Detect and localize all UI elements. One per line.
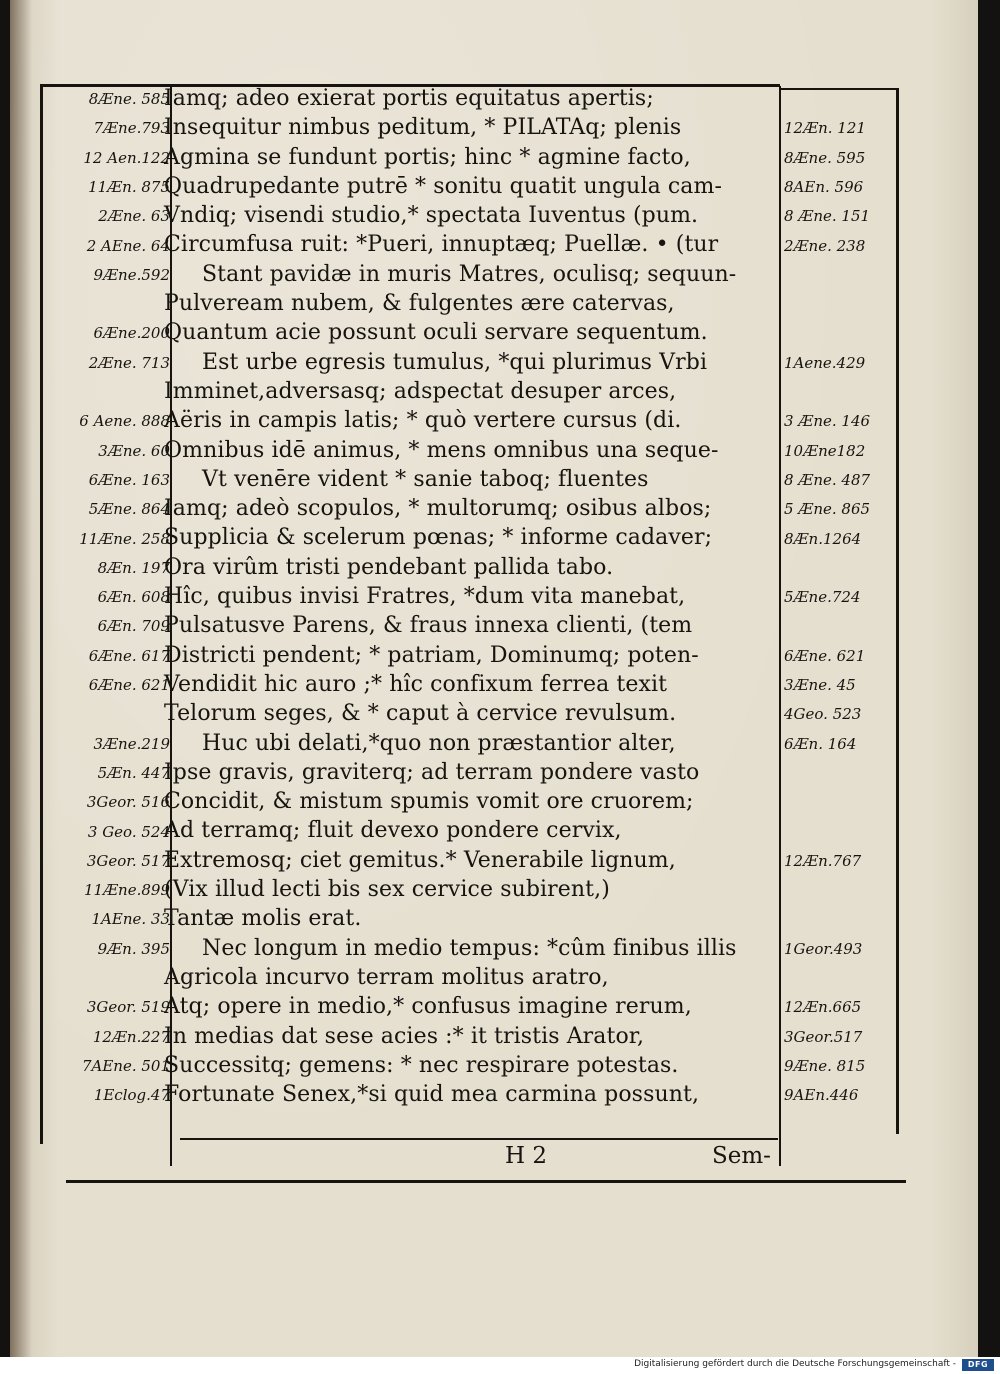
text-line: Nec longum in medio tempus: *cûm finibus illis [202, 935, 737, 961]
text-line: Est urbe egresis tumulus, *qui plurimus Vrbi [202, 349, 708, 375]
left-margin-reference: 6Æn. 608 [97, 588, 170, 607]
left-margin-reference: 3Æne.219 [93, 734, 170, 753]
text-line: Districti pendent; * patriam, Dominumq; poten- [164, 642, 699, 668]
left-margin-reference: 5Æn. 447 [97, 763, 170, 782]
right-margin-reference: 12Æn. 121 [784, 119, 866, 138]
right-margin-reference: 1Aene.429 [784, 353, 866, 372]
right-margin-reference: 5Æne.724 [784, 588, 861, 607]
left-margin-reference: 11Æn. 875 [88, 177, 170, 196]
left-margin-reference: 6Æne. 621 [88, 676, 170, 694]
left-margin-reference: 5Æne. 864 [88, 500, 170, 519]
text-line: Concidit, & mistum spumis vomit ore cruorem; [164, 789, 694, 815]
right-margin-reference: 8Æne. 595 [784, 148, 866, 167]
left-margin-reference: 6Æne.200 [93, 324, 170, 343]
text-line: Ipse gravis, graviterq; ad terram pondere vasto [164, 759, 700, 785]
right-margin-reference: 6Æn. 164 [784, 734, 857, 753]
right-margin-reference: 9AEn.446 [784, 1086, 859, 1105]
main-text-column [164, 84, 784, 1109]
right-margin-reference: 1Geor.493 [784, 939, 863, 958]
left-margin-reference: 6Æne. 163 [88, 470, 170, 489]
left-margin-reference: 12Æn.227 [92, 1027, 170, 1046]
right-margin-reference: 10Æne182 [784, 441, 866, 460]
text-bottom-rule [180, 1138, 778, 1140]
text-line: Pulsatusve Parens, & fraus innexa clienti, (tem [164, 613, 693, 639]
right-frame-rule [896, 88, 899, 1134]
left-margin-reference: 9Æn. 395 [97, 939, 170, 958]
left-margin-reference: 2 AEne. 64 [86, 236, 170, 255]
text-line: Aëris in campis latis; * quò vertere cursus (di. [164, 408, 682, 434]
right-margin-reference: 8 Æne. 151 [784, 207, 871, 226]
text-line: Agmina se fundunt portis; hinc * agmine facto, [164, 144, 691, 170]
left-margin-reference: 3Geor. 517 [86, 851, 170, 870]
right-margin-reference: 5 Æne. 865 [784, 500, 871, 519]
text-line: Iamq; adeo exierat portis equitatus apertis; [164, 86, 654, 111]
text-line: Iamq; adeò scopulos, * multorumq; osibus albos; [164, 496, 712, 522]
right-margin-reference: 2Æne. 238 [784, 236, 866, 255]
right-margin-reference: 9Æne. 815 [784, 1056, 866, 1075]
right-margin-reference: 12Æn.665 [784, 998, 862, 1017]
text-line: Quadrupedante putrē * sonitu quatit ungula cam- [164, 173, 723, 199]
right-margin-reference: 8Æn.1264 [784, 529, 862, 548]
text-line: Successitq; gemens: * nec respirare potestas. [164, 1052, 679, 1078]
right-margin-reference: 12Æn.767 [784, 851, 862, 870]
funding-strip [0, 1357, 1000, 1374]
left-margin-reference: 11Æne.899 [83, 881, 170, 900]
right-margin-reference: 4Geo. 523 [784, 705, 862, 724]
text-line: Extremosq; ciet gemitus.* Venerabile lignum, [164, 847, 676, 873]
left-margin-reference: 1Eclog.47 [93, 1086, 170, 1105]
left-frame-rule [40, 84, 43, 1144]
text-line: Hîc, quibus invisi Fratres, *dum vita manebat, [164, 584, 686, 610]
left-margin-reference: 2Æne. 713 [88, 353, 170, 372]
right-margin-reference: 6Æne. 621 [784, 646, 866, 665]
left-margin-reference: 7AEne. 501 [81, 1056, 170, 1075]
left-margin-reference: 1AEne. 33 [91, 910, 170, 929]
text-line: Telorum seges, & * caput à cervice revulsum. [164, 701, 677, 727]
text-line: Circumfusa ruit: *Pueri, innuptæq; Puellæ. • (tur [164, 232, 719, 258]
text-line: Quantum acie possunt oculi servare sequentum. [164, 320, 708, 346]
left-margin-reference: 6Æne. 617 [88, 646, 170, 665]
left-margin-reference: 3 Geo. 524 [87, 822, 170, 841]
left-margin-reference: 6 Aene. 888 [79, 412, 170, 431]
left-margin-reference: 11Æne. 258 [79, 529, 170, 548]
text-line: Vt venēre vident * sanie taboq; fluentes [202, 466, 649, 492]
left-margin-reference: 9Æne.592 [93, 265, 170, 284]
catchword: Sem- [712, 1143, 771, 1169]
top-rule-right [780, 88, 898, 90]
text-line: Omnibus idē animus, * mens omnibus una seque- [164, 437, 719, 463]
left-margin-reference: 3Æne. 60 [98, 441, 170, 460]
text-line: Ad terramq; fluit devexo pondere cervix, [164, 818, 622, 844]
left-margin-reference: 7Æne.793 [93, 119, 170, 138]
right-margin-reference: 8AEn. 596 [784, 177, 864, 196]
left-margin-reference: 8Æne. 585 [88, 90, 170, 108]
left-margin-reference: 12 Aen.122 [83, 148, 170, 167]
left-margin-reference: 2Æne. 63 [98, 207, 170, 226]
text-line: Vndiq; visendi studio,* spectata Iuventus (pum. [164, 203, 699, 229]
left-margin-reference: 6Æn. 709 [97, 617, 170, 636]
signature-mark: H 2 [505, 1143, 548, 1169]
right-margin-reference: 3Geor.517 [784, 1027, 863, 1046]
text-line: Ora virûm tristi pendebant pallida tabo. [164, 554, 614, 580]
text-line: Fortunate Senex,*si quid mea carmina possunt, [164, 1082, 700, 1108]
right-margin-reference: 8 Æne. 487 [784, 470, 871, 489]
right-margin-reference: 3 Æne. 146 [784, 412, 871, 431]
text-line: Vendidit hic auro ;* hîc confixum ferrea texit [164, 671, 668, 697]
left-margin-reference: 3Geor. 516 [86, 793, 170, 812]
text-line: Pulveream nubem, & fulgentes ære catervas, [164, 291, 675, 317]
text-line: Agricola incurvo terram molitus aratro, [164, 964, 609, 990]
dfg-logo-icon: DFG [962, 1359, 994, 1371]
left-margin-reference: 3Geor. 519 [86, 998, 170, 1017]
text-line: Stant pavidæ in muris Matres, oculisq; sequun- [202, 261, 737, 287]
text-line: Atq; opere in medio,* confusus imagine rerum, [164, 994, 692, 1020]
text-line: Huc ubi delati,*quo non præstantior alter, [202, 730, 676, 756]
text-line: Insequitur nimbus peditum, * PILATAq; plenis [164, 115, 682, 141]
text-line: Imminet,adversasq; adspectat desuper arces, [164, 378, 677, 404]
text-line: Tantæ molis erat. [164, 906, 362, 932]
left-margin-reference: 8Æn. 197 [97, 558, 170, 577]
funding-credit: Digitalisierung gefördert durch die Deutsche Forschungsgemeinschaft - [634, 1359, 956, 1369]
text-line: Supplicia & scelerum pœnas; * informe cadaver; [164, 525, 713, 551]
right-margin-reference: 3Æne. 45 [784, 676, 856, 694]
bottom-rule [66, 1180, 906, 1183]
text-line: (Vix illud lecti bis sex cervice subirent,) [164, 877, 610, 903]
page-gutter-shadow [10, 0, 32, 1357]
text-line: In medias dat sese acies :* it tristis Arator, [164, 1023, 645, 1049]
